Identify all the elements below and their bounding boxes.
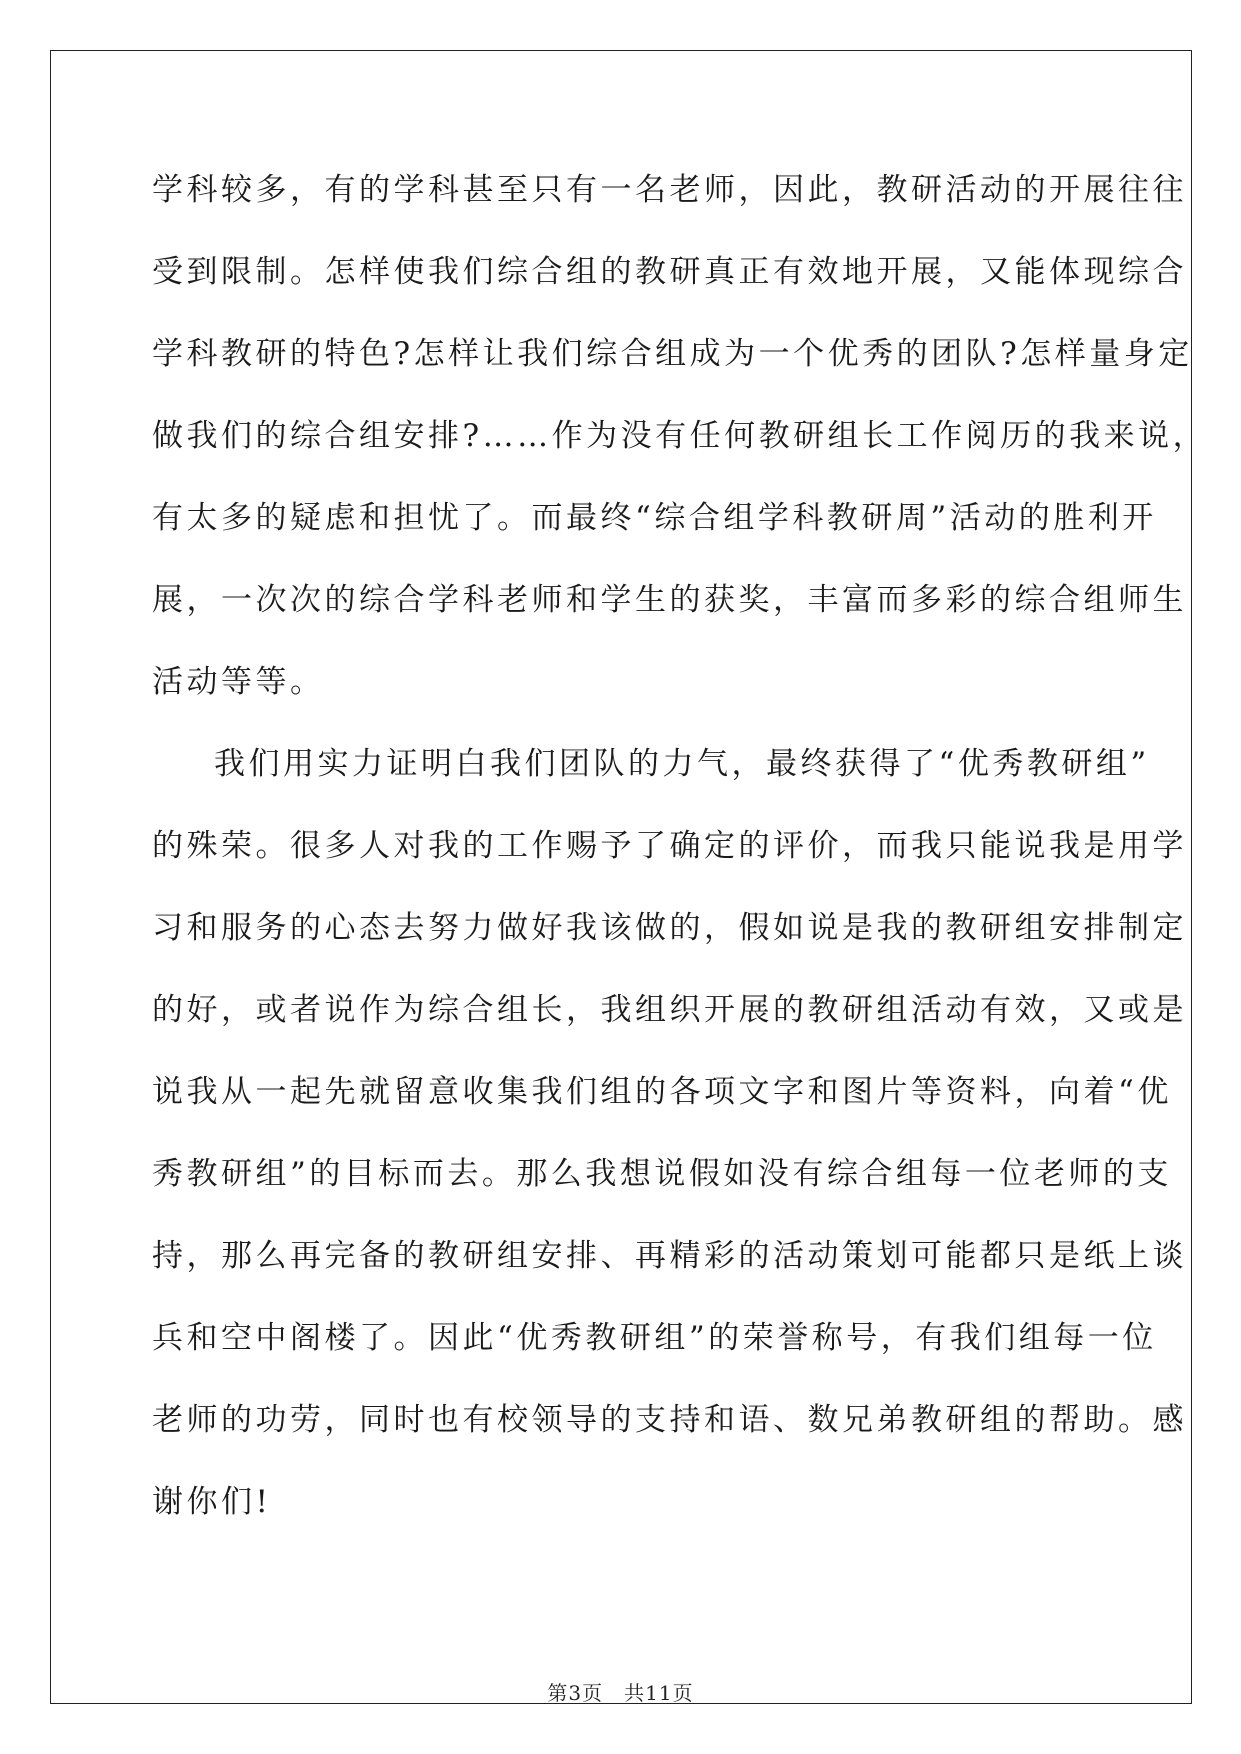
paragraph-first-line: 我们用实力证明白我们团队的力气，最终获得了“优秀教研组”: [214, 746, 1150, 782]
text-line: 有太多的疑虑和担忧了。而最终“综合组学科教研周”活动的胜利开: [152, 500, 1157, 536]
text-line: 学科教研的特色?怎样让我们综合组成为一个优秀的团队?怎样量身定: [152, 336, 1193, 372]
text-line: 说我从一起先就留意收集我们组的各项文字和图片等资料，向着“优: [152, 1074, 1172, 1110]
text-line: 的好，或者说作为综合组长，我组织开展的教研组活动有效，又或是: [152, 992, 1187, 1028]
text-line: 活动等等。: [152, 664, 325, 700]
document-body: [152, 163, 1208, 1557]
text-line: 受到限制。怎样使我们综合组的教研真正有效地开展，又能体现综合: [152, 254, 1187, 290]
text-line: 兵和空中阁楼了。因此“优秀教研组”的荣誉称号，有我们组每一位: [152, 1320, 1157, 1356]
text-line: 的殊荣。很多人对我的工作赐予了确定的评价，而我只能说我是用学: [152, 828, 1187, 864]
text-line: 学科较多，有的学科甚至只有一名老师，因此，教研活动的开展往往: [152, 172, 1187, 208]
text-line: 习和服务的心态去努力做好我该做的，假如说是我的教研组安排制定: [152, 910, 1187, 946]
text-line: 持，那么再完备的教研组安排、再精彩的活动策划可能都只是纸上谈: [152, 1238, 1187, 1274]
text-line: 老师的功劳，同时也有校领导的支持和语、数兄弟教研组的帮助。感: [152, 1402, 1187, 1438]
page-number-footer: 第3页 共11页: [547, 1681, 694, 1705]
text-line: 谢你们!: [152, 1484, 272, 1520]
text-line: 秀教研组”的目标而去。那么我想说假如没有综合组每一位老师的支: [152, 1156, 1172, 1192]
text-line: 展，一次次的综合学科老师和学生的获奖，丰富而多彩的综合组师生: [152, 582, 1187, 618]
text-line: 做我们的综合组安排?……作为没有任何教研组长工作阅历的我来说，: [152, 418, 1208, 454]
